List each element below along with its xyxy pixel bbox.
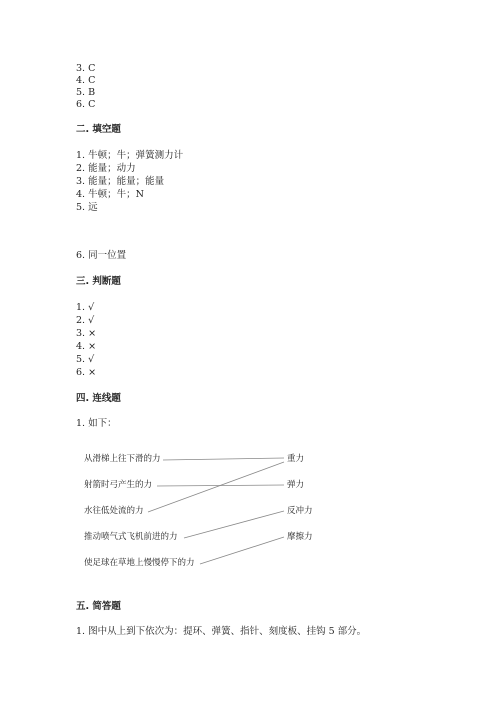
- answer-line: 3. ×: [76, 328, 97, 339]
- connector-line: [163, 458, 284, 460]
- answer-line: 2. √: [76, 315, 95, 326]
- right-item: 弹力: [287, 480, 305, 490]
- section-heading: 五. 简答题: [76, 601, 121, 612]
- connector-line: [148, 462, 284, 512]
- right-item: 反冲力: [287, 506, 313, 516]
- answer-line: 4. ×: [76, 341, 97, 352]
- answer-line: 6. C: [76, 99, 96, 110]
- section-heading: 三. 判断题: [76, 276, 121, 287]
- answer-line: 5. B: [76, 87, 96, 98]
- answer-line: 6. 同一位置: [76, 250, 127, 261]
- connector-line: [200, 537, 284, 564]
- answer-line: 6. ×: [76, 367, 97, 378]
- left-item: 从滑梯上往下滑的力: [84, 454, 161, 464]
- section-heading: 四. 连线题: [76, 393, 121, 404]
- answer-line: 3. 能量；能量；能量: [76, 176, 165, 187]
- answer-line: 4. 牛顿；牛；N: [76, 189, 144, 200]
- answer-line: 3. C: [76, 63, 96, 74]
- right-item: 摩擦力: [287, 532, 313, 542]
- left-item: 使足球在草地上慢慢停下的力: [84, 558, 195, 568]
- right-item: 重力: [287, 454, 305, 464]
- answer-line: 5. 远: [76, 202, 98, 213]
- left-item: 推动喷气式飞机前进的力: [84, 532, 178, 542]
- answer-line: 5. √: [76, 354, 95, 365]
- answer-line: 4. C: [76, 75, 96, 86]
- answer-line: 2. 能量；动力: [76, 163, 136, 174]
- answer-line: 1. √: [76, 302, 95, 313]
- connector-line: [184, 511, 284, 538]
- section-heading: 二. 填空题: [76, 124, 121, 135]
- answer-line: 1. 如下：: [76, 418, 117, 429]
- answer-line: 1. 图中从上到下依次为：提环、弹簧、指针、刻度板、挂钩 5 部分。: [76, 626, 367, 637]
- answer-line: 1. 牛顿；牛；弹簧测力计: [76, 150, 184, 161]
- left-item: 水往低处流的力: [84, 506, 144, 516]
- left-item: 射箭时弓产生的力: [84, 480, 153, 490]
